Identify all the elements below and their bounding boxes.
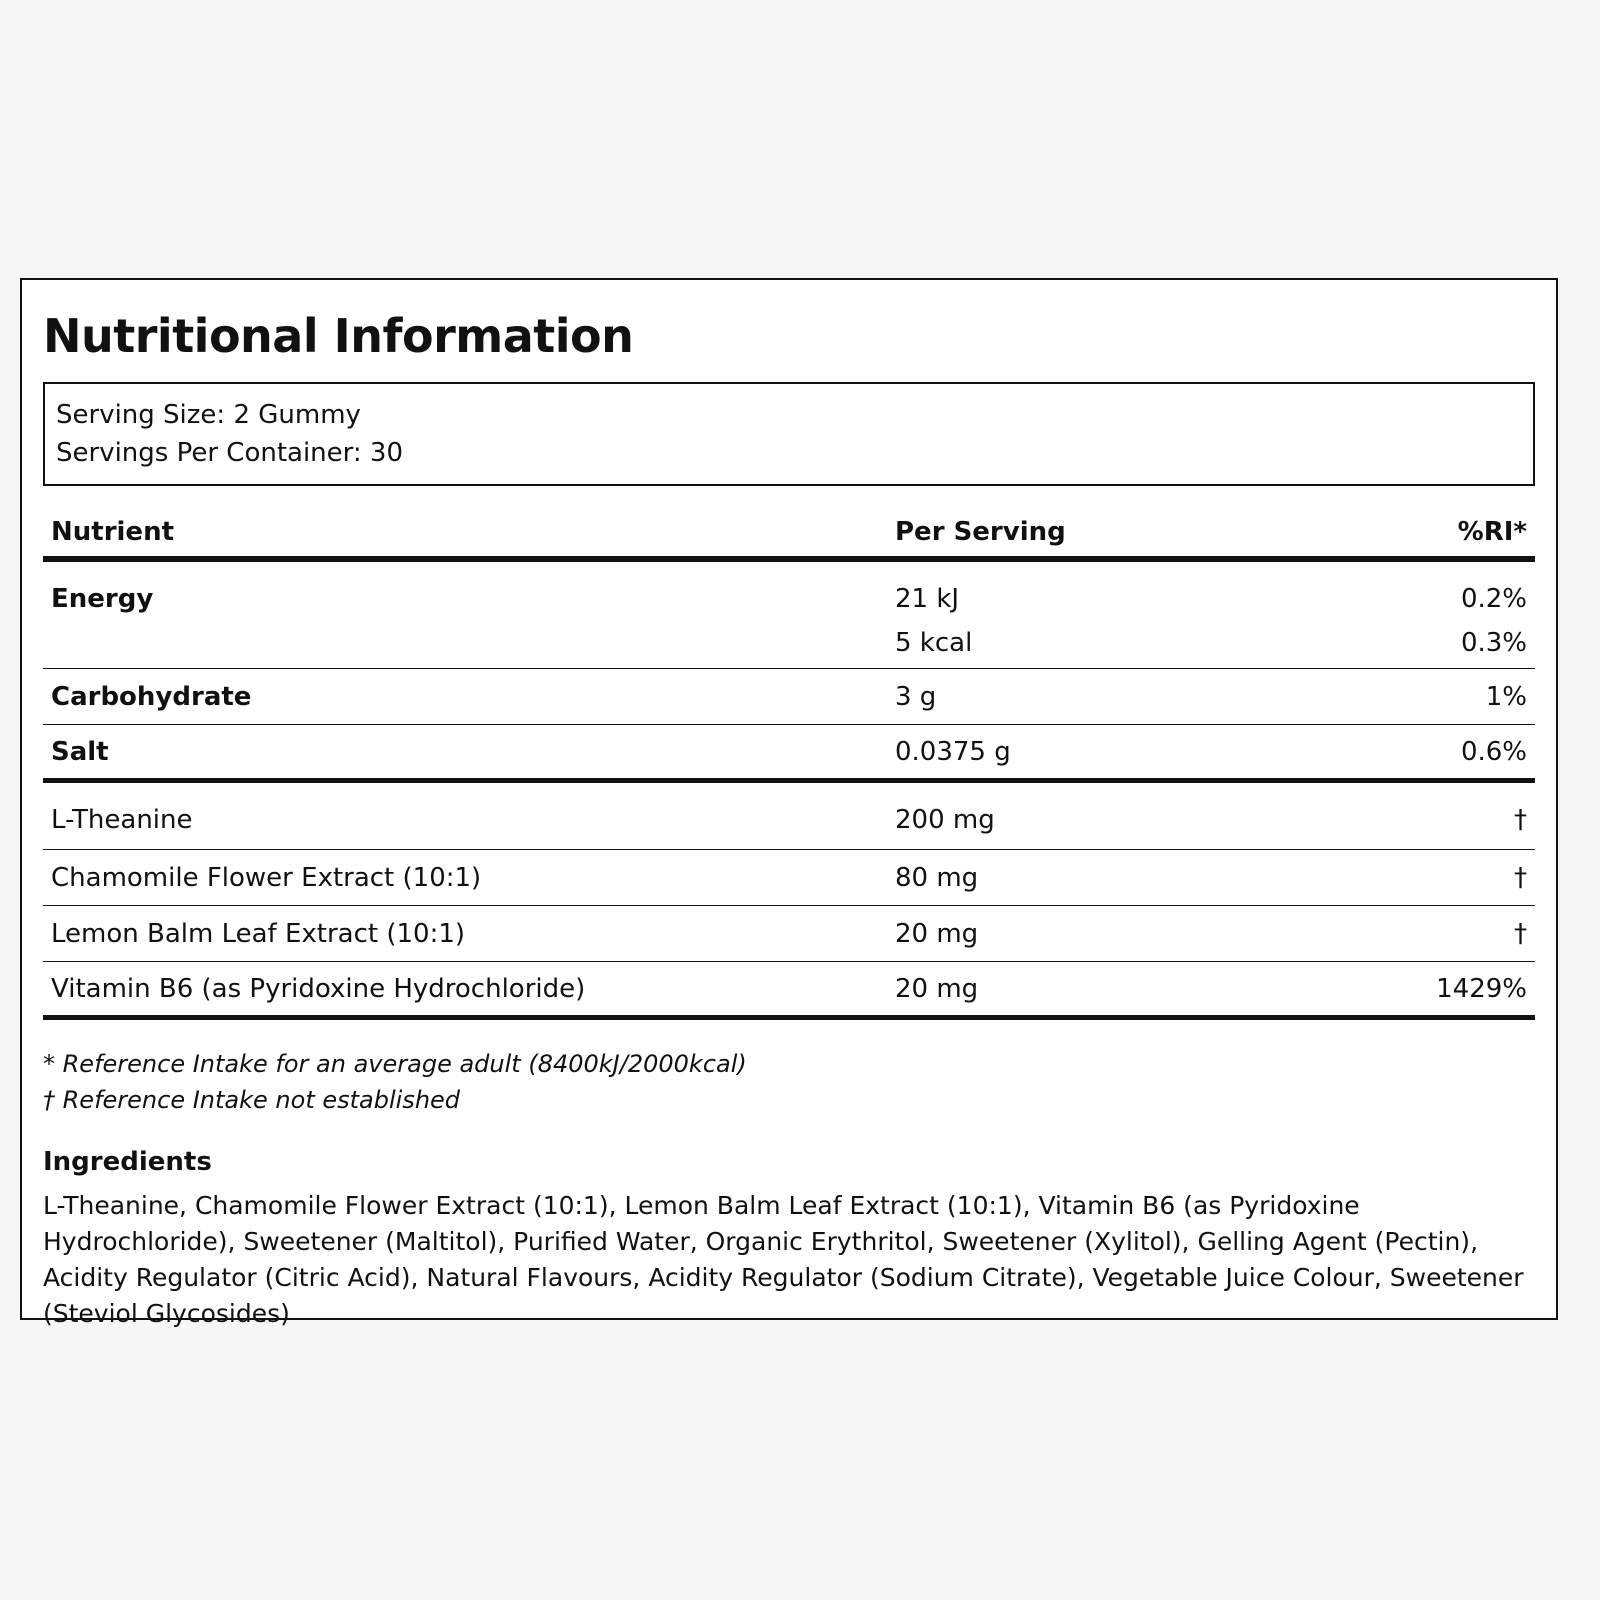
table-row-vitamin-b6 [43,962,1535,1018]
table-row-salt [43,725,1535,781]
nutrient-name: Vitamin B6 (as Pyridoxine Hydrochloride) [43,962,887,1018]
nutrient-ri: 1429% [1319,962,1535,1018]
nutrient-value: 80 mg [887,850,1319,906]
serving-info-box [43,382,1535,486]
nutrient-ri: 1% [1319,669,1535,725]
table-row-energy-kj [43,559,1535,628]
nutrient-name: Salt [43,725,887,781]
nutrition-table [43,507,1535,1020]
nutrient-name: Chamomile Flower Extract (10:1) [43,850,887,906]
serving-size: Serving Size: 2 Gummy [56,400,361,430]
nutrient-name: Carbohydrate [43,669,887,725]
nutrient-value: 0.0375 g [887,725,1319,781]
servings-per-container: Servings Per Container: 30 [56,438,404,468]
footnote-not-established: † Reference Intake not established [43,1086,461,1114]
table-row-l-theanine [43,781,1535,850]
footnotes [43,1046,1535,1118]
nutrient-value: 3 g [887,669,1319,725]
nutrient-name-empty [43,628,887,669]
nutrient-value: 20 mg [887,962,1319,1018]
nutrient-value: 200 mg [887,781,1319,850]
nutrient-value: 21 kJ [895,584,960,614]
header-per-serving: Per Serving [887,507,1319,559]
table-row-lemon-balm [43,906,1535,962]
header-ri: %RI* [1319,507,1535,559]
nutrient-ri: † [1319,850,1535,906]
nutrient-ri: † [1319,906,1535,962]
ingredients-heading: Ingredients [43,1147,212,1177]
nutrition-panel [20,278,1558,1328]
nutrient-ri: 0.3% [1319,628,1535,669]
table-header-row [43,507,1535,559]
table-row-chamomile [43,850,1535,906]
header-nutrient: Nutrient [43,507,887,559]
table-row-carbohydrate [43,669,1535,725]
nutrient-value: 5 kcal [887,628,1319,669]
nutrient-name: Lemon Balm Leaf Extract (10:1) [43,906,887,962]
nutrient-ri: 0.6% [1319,725,1535,781]
nutrient-value: 20 mg [887,906,1319,962]
table-row-energy-kcal [43,628,1535,669]
nutrient-name: L-Theanine [43,781,887,850]
nutrient-ri: 0.2% [1460,584,1527,614]
nutrient-name: Energy [51,584,154,614]
panel-title: Nutritional Information [43,309,634,363]
footnote-ri: * Reference Intake for an average adult (8400kJ/2000kcal) [43,1050,747,1078]
nutrient-ri: † [1319,781,1535,850]
ingredients-text: L-Theanine, Chamomile Flower Extract (10:1), Lemon Balm Leaf Extract (10:1), Vitamin B6 (as Pyridoxine Hydrochloride), Sweetener (Maltitol), Purified Water, Organic Erythritol, Sweetener (Xylitol), Gelling Agent (Pectin), Acidity Regulator (Citric Acid), Natural Flavours, Acidity Regulator (Sodium Citrate), Vegetable Juice Colour, Sweetener (Steviol Glycosides) [43,1191,1524,1328]
